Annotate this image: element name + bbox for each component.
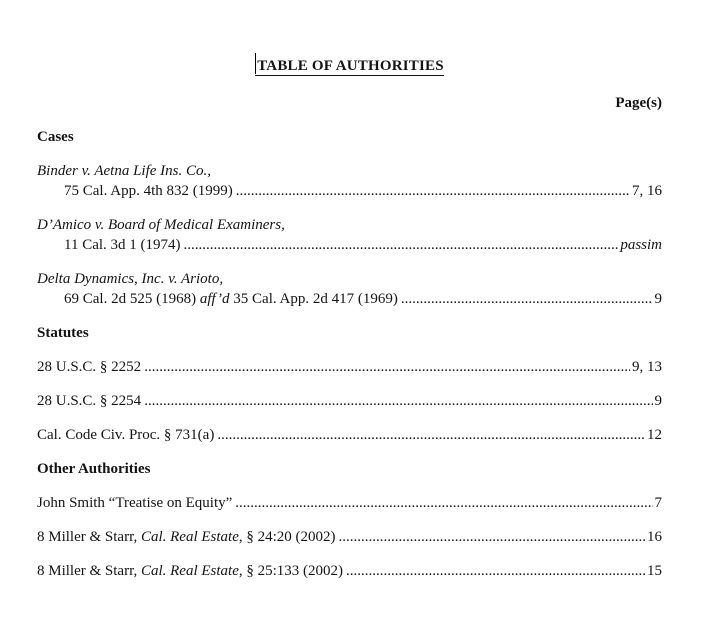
document-title-text: TABLE OF AUTHORITIES bbox=[257, 58, 444, 74]
citation-row bbox=[37, 561, 662, 581]
citation-text: 75 Cal. App. 4th 832 (1999) bbox=[64, 183, 233, 199]
citation-row bbox=[37, 527, 662, 547]
citation-row bbox=[37, 235, 662, 255]
dot-leader bbox=[401, 289, 653, 309]
page-reference: 7 bbox=[654, 495, 662, 511]
pages-column-header: Page(s) bbox=[615, 95, 662, 111]
dot-leader bbox=[339, 527, 645, 547]
toa-entry bbox=[37, 561, 662, 581]
toa-entry bbox=[37, 161, 662, 201]
dot-leader bbox=[236, 181, 630, 201]
dot-leader bbox=[184, 235, 619, 255]
page-reference: 16 bbox=[647, 529, 662, 545]
citation-row bbox=[37, 391, 662, 411]
citation-row bbox=[37, 181, 662, 201]
dot-leader bbox=[346, 561, 645, 581]
page-reference: 7, 16 bbox=[632, 183, 662, 199]
citation-text: 8 Miller & Starr, Cal. Real Estate, § 24:20 (2002) bbox=[37, 529, 336, 545]
page-reference: 9, 13 bbox=[632, 359, 662, 375]
citation-text: 28 U.S.C. § 2252 bbox=[37, 359, 142, 375]
citation-row bbox=[37, 425, 662, 445]
page-reference: 9 bbox=[654, 393, 662, 409]
case-name: Delta Dynamics, Inc. v. Arioto, bbox=[37, 271, 224, 287]
page-reference: 12 bbox=[647, 427, 662, 443]
citation-text: 28 U.S.C. § 2254 bbox=[37, 393, 142, 409]
citation-text: 69 Cal. 2d 525 (1968) aff’d 35 Cal. App. 2d 417 (1969) bbox=[64, 291, 398, 307]
toa-entry bbox=[37, 425, 662, 445]
dot-leader bbox=[144, 357, 630, 377]
toa-entry bbox=[37, 391, 662, 411]
citation-text: 8 Miller & Starr, Cal. Real Estate, § 25:133 (2002) bbox=[37, 563, 344, 579]
section-heading-cases: Cases bbox=[37, 129, 74, 145]
page-reference: 9 bbox=[654, 291, 662, 307]
toa-entry bbox=[37, 357, 662, 377]
toa-entry bbox=[37, 493, 662, 513]
toa-entry bbox=[37, 527, 662, 547]
case-name: D’Amico v. Board of Medical Examiners, bbox=[37, 217, 285, 233]
citation-text: Cal. Code Civ. Proc. § 731(a) bbox=[37, 427, 215, 443]
page-reference: passim bbox=[620, 237, 662, 253]
toa-entry bbox=[37, 215, 662, 255]
citation-row bbox=[37, 357, 662, 377]
case-name: Binder v. Aetna Life Ins. Co., bbox=[37, 163, 212, 179]
citation-row bbox=[37, 493, 662, 513]
section-heading-other-authorities: Other Authorities bbox=[37, 461, 151, 477]
dot-leader bbox=[235, 493, 652, 513]
section-heading-statutes: Statutes bbox=[37, 325, 89, 341]
page-reference: 15 bbox=[647, 563, 662, 579]
citation-row bbox=[37, 289, 662, 309]
title-row bbox=[37, 53, 662, 76]
citation-text: John Smith “Treatise on Equity” bbox=[37, 495, 233, 511]
document-title bbox=[255, 58, 444, 76]
toa-entry bbox=[37, 269, 662, 309]
dot-leader bbox=[217, 425, 645, 445]
citation-text: 11 Cal. 3d 1 (1974) bbox=[64, 237, 181, 253]
dot-leader bbox=[144, 391, 652, 411]
